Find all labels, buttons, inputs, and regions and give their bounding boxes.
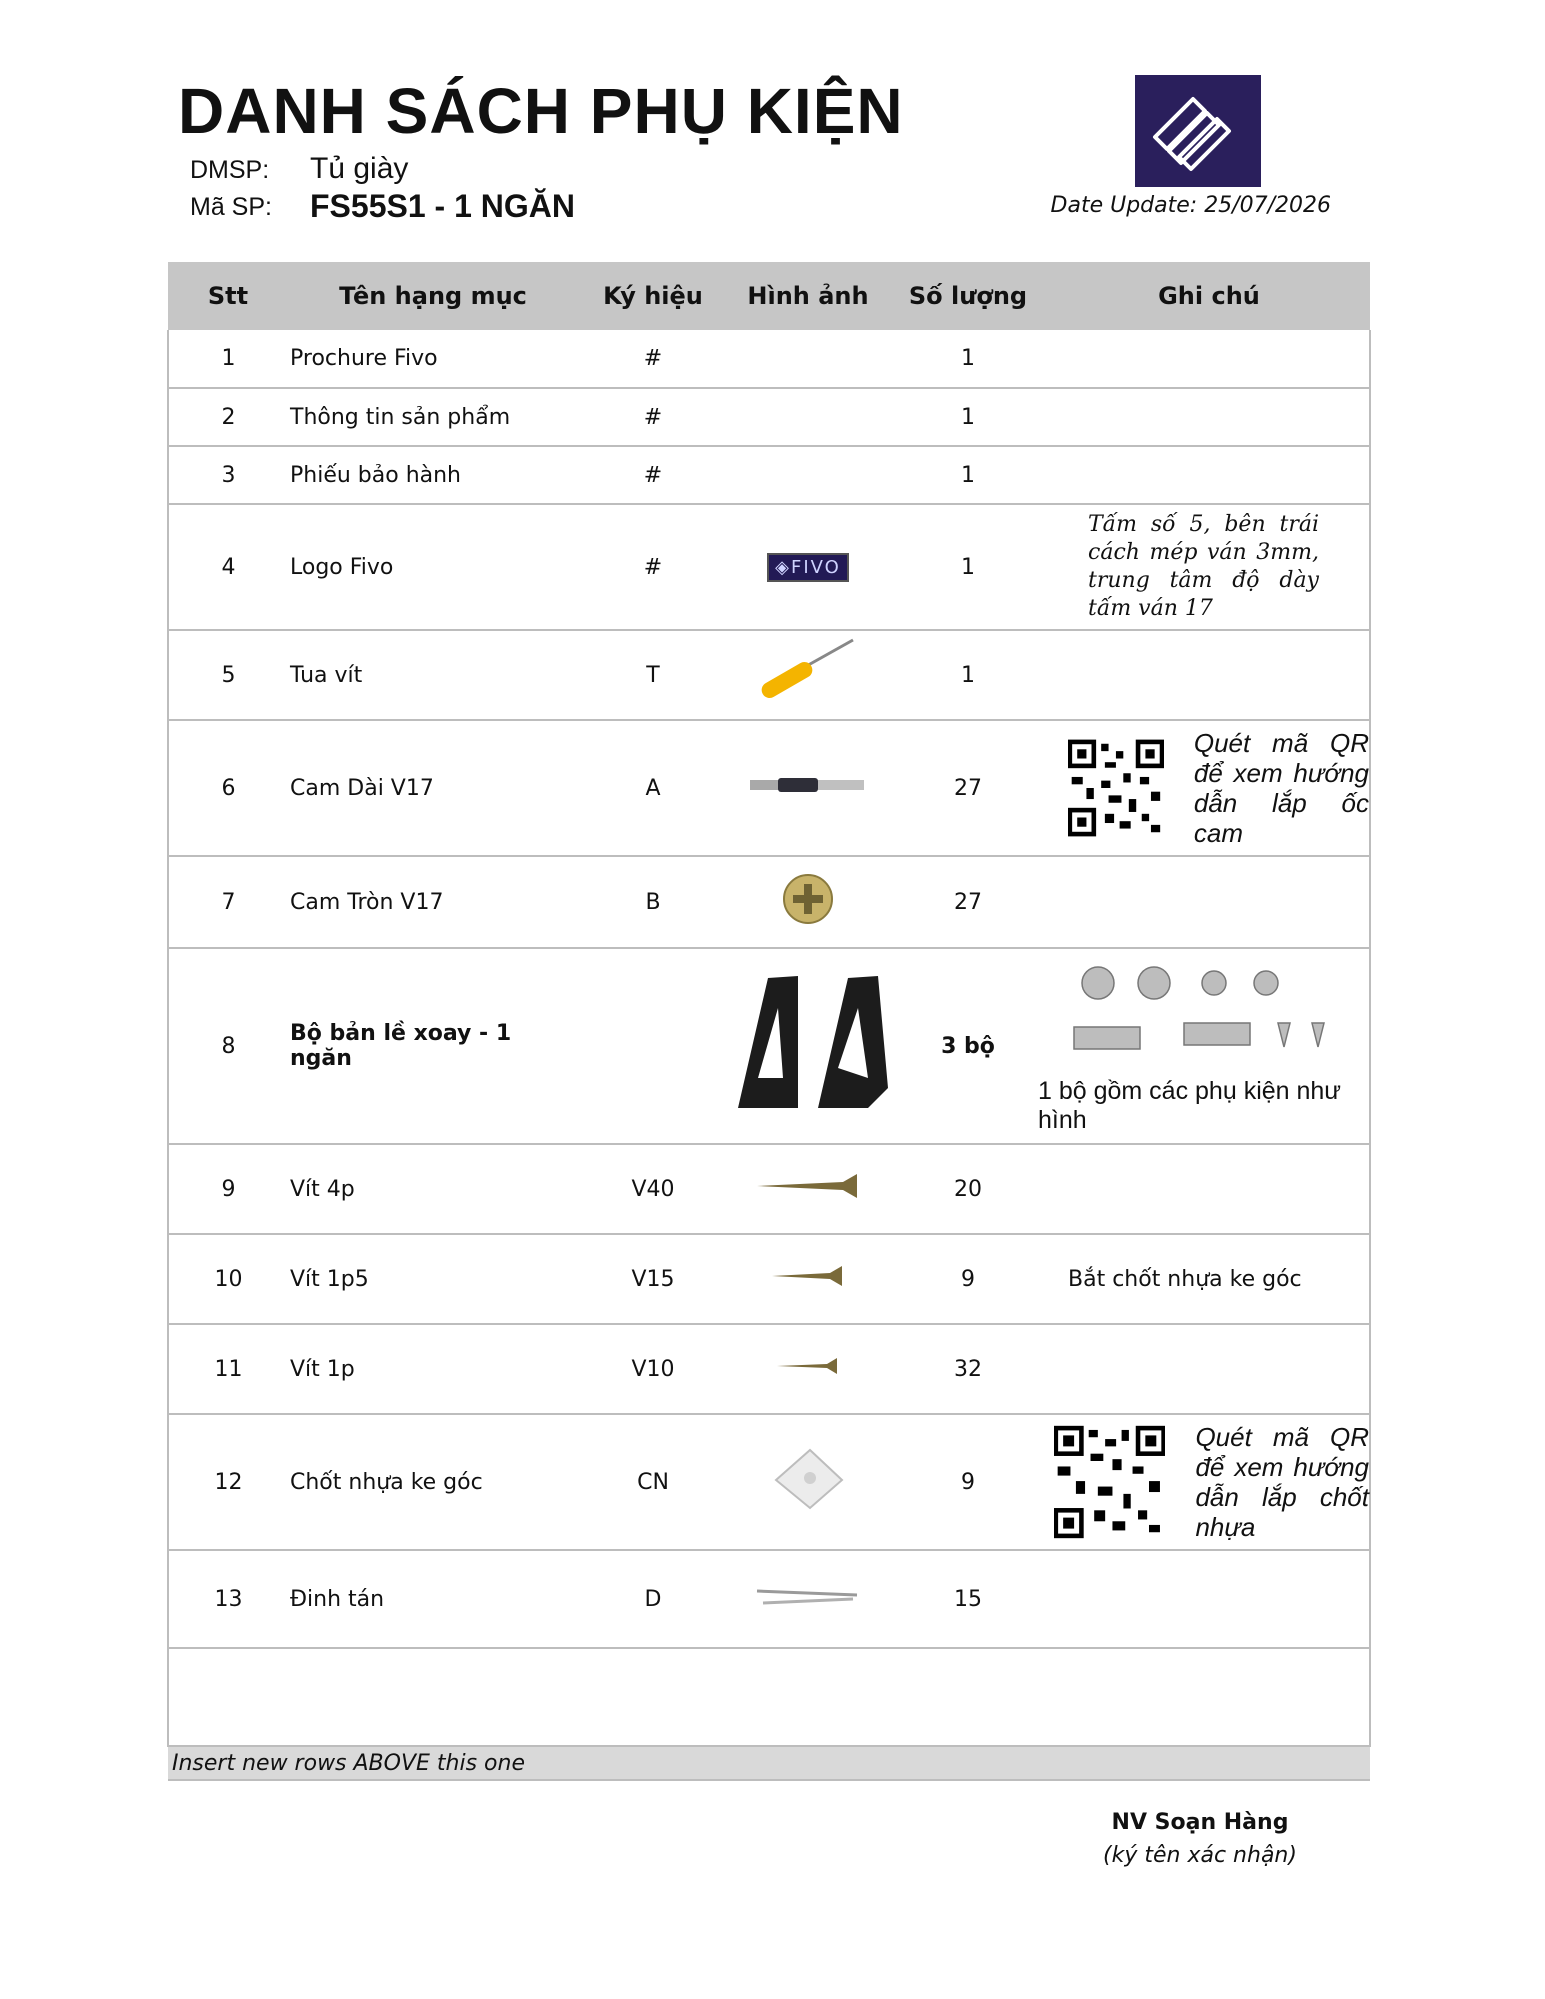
row-image (728, 856, 888, 948)
row-qty: 1 (888, 504, 1048, 630)
row-note (1048, 720, 1370, 856)
row-code: B (578, 856, 728, 948)
hinge-note: 1 bộ gồm các phụ kiện như hình (1038, 1077, 1342, 1134)
row-stt: 5 (168, 630, 288, 720)
row-qty: 1 (888, 388, 1048, 446)
plastic-corner-plug-icon (770, 1446, 846, 1512)
row-code: D (578, 1550, 728, 1648)
row-image (728, 1144, 888, 1234)
row-note: Bắt chốt nhựa ke góc (1048, 1234, 1370, 1324)
date-update: Date Update: 25/07/2026 (1050, 193, 1331, 218)
hinge-bracket-icon (718, 968, 898, 1118)
row-qty: 9 (888, 1234, 1048, 1324)
col-note: Ghi chú (1048, 262, 1370, 330)
row-name: Vít 4p (288, 1144, 578, 1234)
row-name: Chốt nhựa ke góc (288, 1414, 578, 1550)
row-note (1048, 1144, 1370, 1234)
row-note: Tấm số 5, bên trái cách mép ván 3mm, trung tâm độ dày tấm ván 17 (1048, 504, 1370, 630)
col-code: Ký hiệu (578, 262, 728, 330)
row-image (728, 630, 888, 720)
nail-icon (753, 1581, 863, 1611)
row-qty: 3 bộ (888, 948, 1048, 1144)
row-image (728, 330, 888, 388)
dmsp-label: DMSP: (190, 156, 270, 184)
round-cam-icon (781, 872, 835, 926)
row-qty: 20 (888, 1144, 1048, 1234)
table-row (168, 1550, 1370, 1648)
row-stt: 11 (168, 1324, 288, 1414)
row-code: # (578, 388, 728, 446)
table-row (168, 1414, 1370, 1550)
row-stt: 3 (168, 446, 288, 504)
row-image (728, 388, 888, 446)
table-row (168, 1234, 1370, 1324)
page-title: DANH SÁCH PHỤ KIỆN (178, 75, 904, 147)
row-image (728, 720, 888, 856)
row-name: Cam Dài V17 (288, 720, 578, 856)
row-code: # (578, 446, 728, 504)
row-name: Cam Tròn V17 (288, 856, 578, 948)
row-note (1048, 1414, 1370, 1550)
company-logo (1135, 75, 1261, 187)
insert-rows-bar (168, 1746, 1370, 1780)
row-stt: 4 (168, 504, 288, 630)
row-code: V40 (578, 1144, 728, 1234)
row-stt: 13 (168, 1550, 288, 1648)
table-row (168, 1324, 1370, 1414)
row-note (1048, 446, 1370, 504)
fivo-logo-text: FIVO (791, 556, 841, 578)
row-stt: 9 (168, 1144, 288, 1234)
table-row (168, 720, 1370, 856)
row-qty: 1 (888, 330, 1048, 388)
dmsp-value: Tủ giày (310, 152, 409, 185)
row-stt: 6 (168, 720, 288, 856)
table-row (168, 856, 1370, 948)
row-name: Vít 1p5 (288, 1234, 578, 1324)
row-note (1038, 948, 1370, 1144)
row-stt: 10 (168, 1234, 288, 1324)
row-name: Đinh tán (288, 1550, 578, 1648)
col-image: Hình ảnh (728, 262, 888, 330)
signature-block (1090, 1810, 1310, 1868)
row-image (728, 1550, 888, 1648)
row-stt: 2 (168, 388, 288, 446)
hinge-parts-icon (1068, 963, 1368, 1063)
insert-rows-note: Insert new rows ABOVE this one (168, 1746, 1370, 1780)
row-note (1048, 856, 1370, 948)
table-row (168, 630, 1370, 720)
long-cam-bolt-icon (748, 770, 868, 800)
row-qty: 1 (888, 630, 1048, 720)
row-image (728, 446, 888, 504)
table-row (168, 330, 1370, 388)
row-qty: 32 (888, 1324, 1048, 1414)
row-name: Vít 1p (288, 1324, 578, 1414)
row-qty: 9 (888, 1414, 1048, 1550)
row-image (728, 1324, 888, 1414)
accessory-table (167, 262, 1371, 1781)
col-stt: Stt (168, 262, 288, 330)
row-note (1048, 388, 1370, 446)
row-code (578, 948, 728, 1144)
screwdriver-icon (753, 634, 863, 710)
qr-code-icon (1068, 736, 1164, 840)
col-qty: Số lượng (888, 262, 1048, 330)
row-stt: 7 (168, 856, 288, 948)
row-stt: 12 (168, 1414, 288, 1550)
ma-sp-value: FS55S1 - 1 NGĂN (310, 188, 575, 224)
row-code: V10 (578, 1324, 728, 1414)
screw-short-icon (773, 1355, 843, 1377)
row-image (728, 1414, 888, 1550)
screw-medium-icon (768, 1263, 848, 1289)
table-row (168, 388, 1370, 446)
row-name: Phiếu bảo hành (288, 446, 578, 504)
table-row (168, 446, 1370, 504)
row-note (1048, 1550, 1370, 1648)
row-qty: 27 (888, 720, 1048, 856)
table-row (168, 1144, 1370, 1234)
row-code: # (578, 330, 728, 388)
qr-instruction: Quét mã QR để xem hướng dẫn lắp chốt nhựa (1195, 1422, 1369, 1542)
row-code: CN (578, 1414, 728, 1550)
row-image (728, 1234, 888, 1324)
fivo-logo-icon: ◈ (775, 556, 791, 578)
row-name: Prochure Fivo (288, 330, 578, 388)
row-note (1048, 330, 1370, 388)
signature-subtitle: (ký tên xác nhận) (1103, 1843, 1297, 1868)
ma-sp-label: Mã SP: (190, 193, 272, 221)
row-code: T (578, 630, 728, 720)
fivo-stripes-icon (1135, 75, 1261, 187)
row-name: Thông tin sản phẩm (288, 388, 578, 446)
screw-long-icon (753, 1172, 863, 1200)
row-name: Logo Fivo (288, 504, 578, 630)
row-qty: 27 (888, 856, 1048, 948)
table-row (168, 504, 1370, 630)
qr-instruction: Quét mã QR để xem hướng dẫn lắp ốc cam (1193, 728, 1369, 848)
row-note (1048, 1324, 1370, 1414)
row-code: # (578, 504, 728, 630)
row-stt: 8 (168, 948, 288, 1144)
row-qty: 15 (888, 1550, 1048, 1648)
signature-title: NV Soạn Hàng (1111, 1810, 1289, 1835)
row-stt: 1 (168, 330, 288, 388)
row-image (728, 504, 888, 630)
col-name: Tên hạng mục (288, 262, 578, 330)
row-note (1048, 630, 1370, 720)
row-name: Bộ bản lề xoay - 1 ngăn (288, 948, 578, 1144)
empty-row (168, 1648, 1370, 1746)
row-code: A (578, 720, 728, 856)
fivo-logo-image (767, 553, 849, 582)
qr-code-icon (1054, 1421, 1165, 1543)
table-header (168, 262, 1370, 330)
row-qty: 1 (888, 446, 1048, 504)
row-code: V15 (578, 1234, 728, 1324)
row-image (728, 948, 888, 1144)
table-row (168, 948, 1370, 1144)
row-name: Tua vít (288, 630, 578, 720)
